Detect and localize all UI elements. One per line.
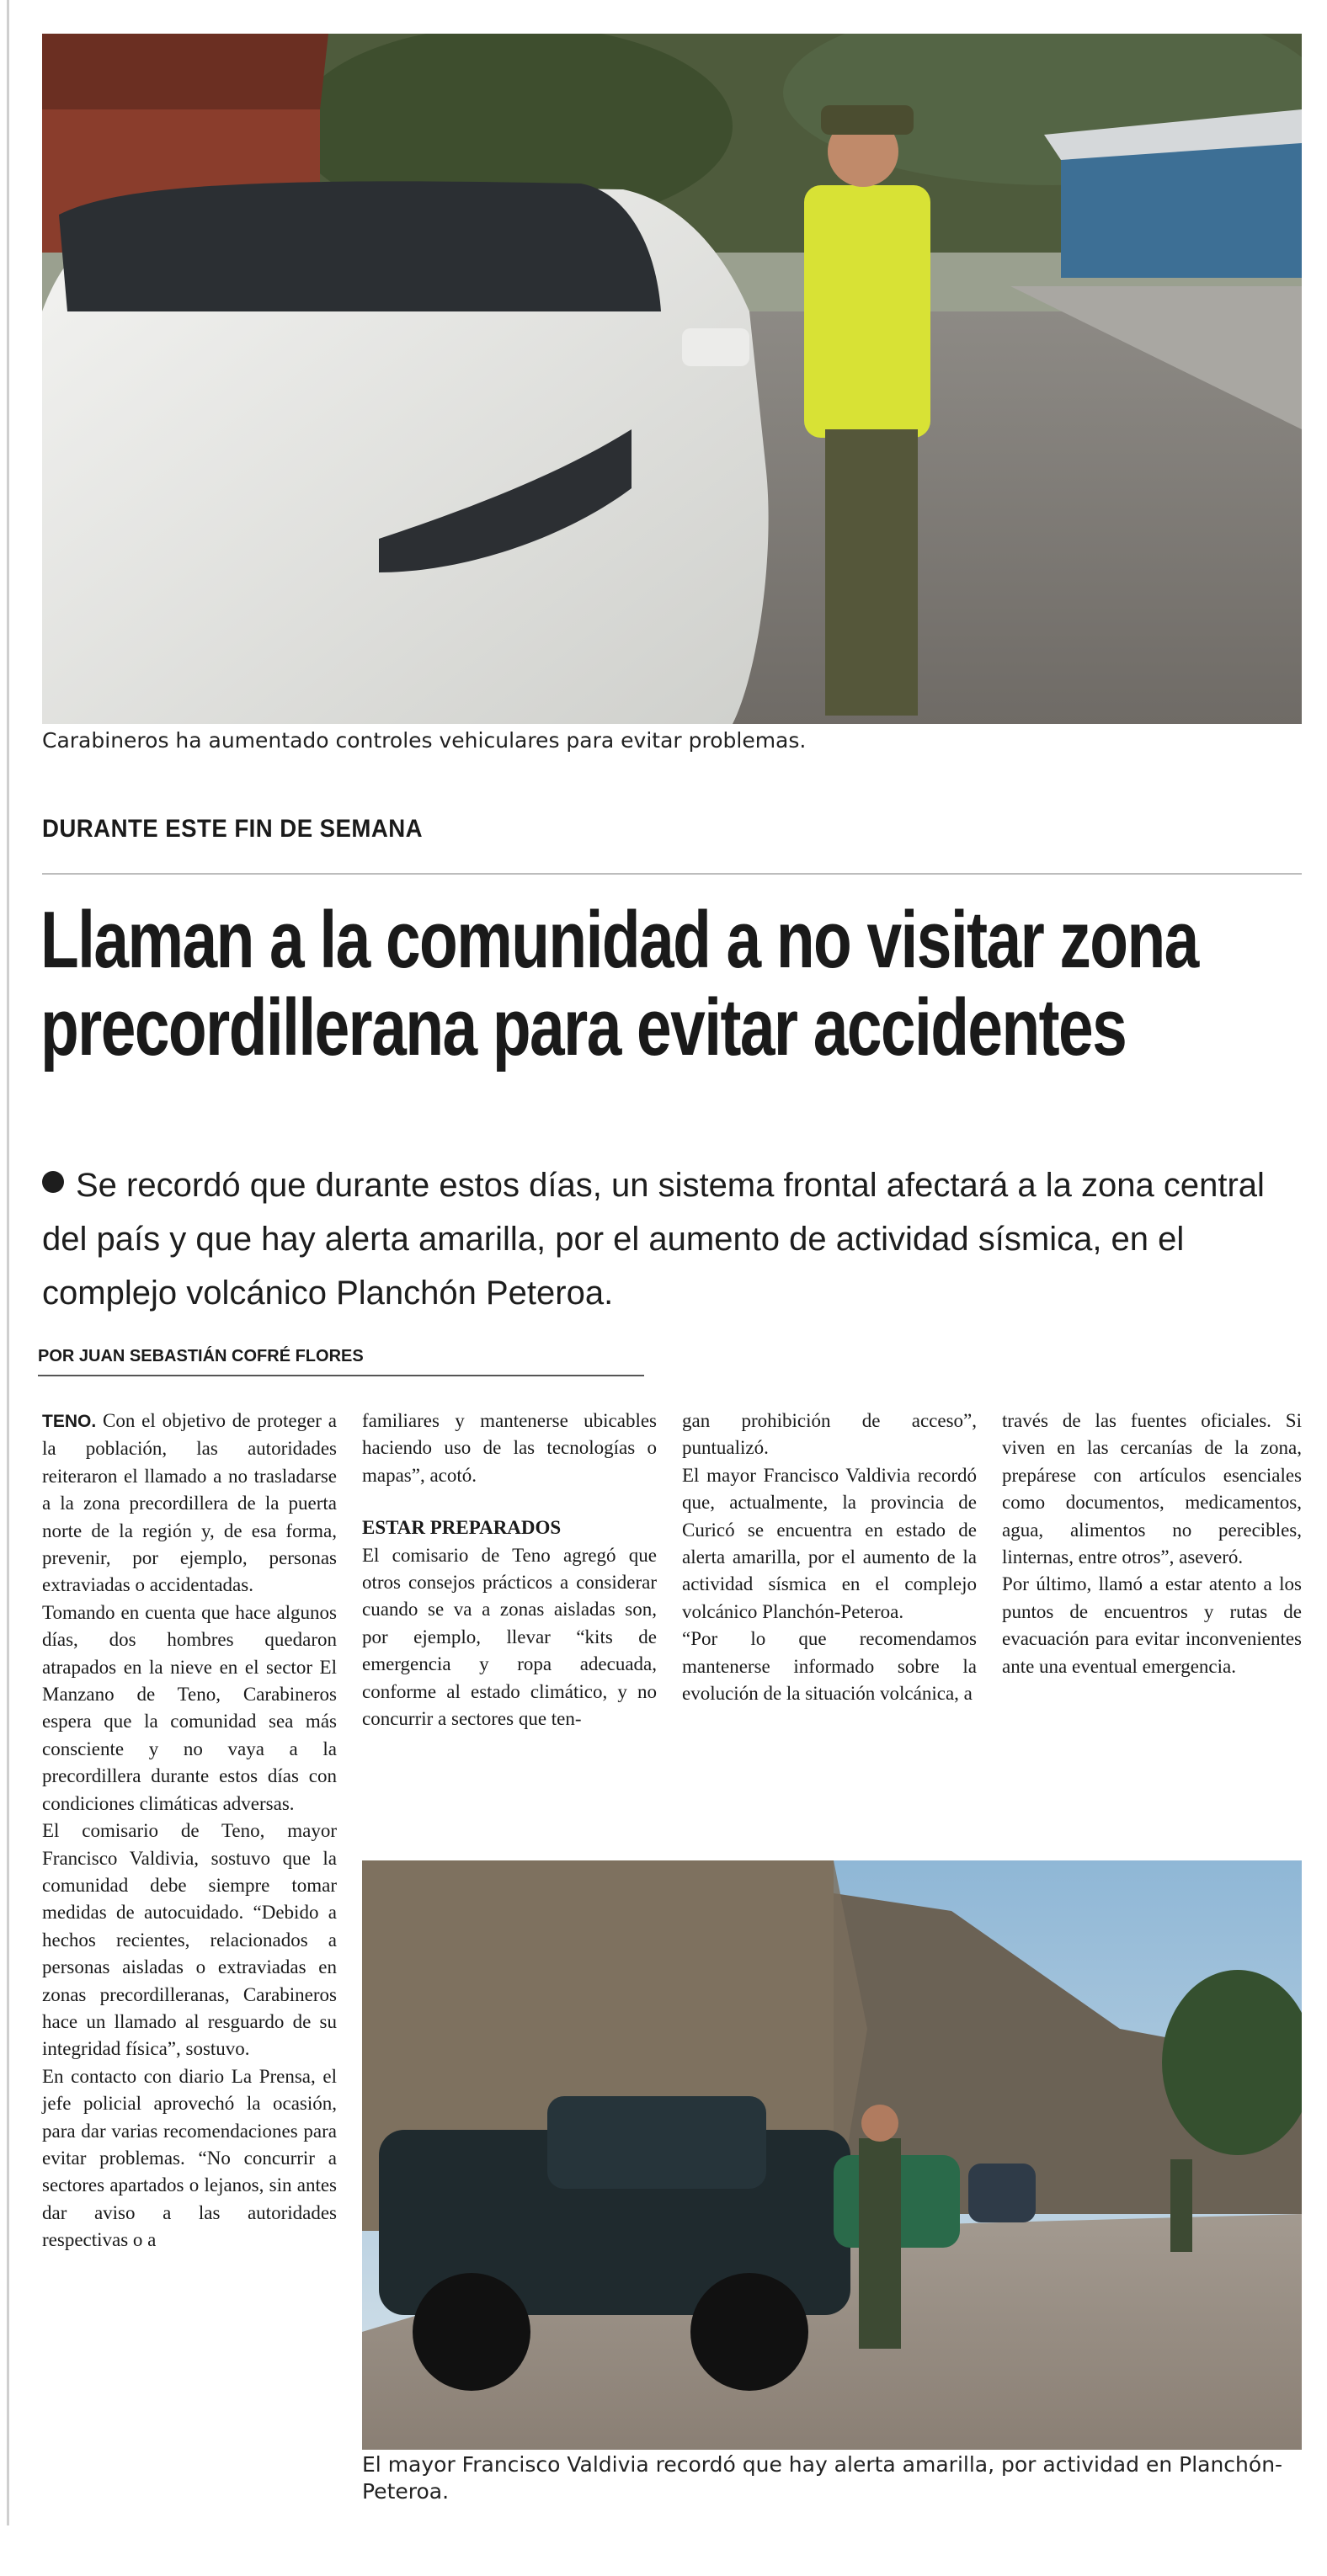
byline: POR JUAN SEBASTIÁN COFRÉ FLORES [38,1347,364,1365]
kicker: DURANTE ESTE FIN DE SEMANA [42,815,424,843]
top-photo [42,34,1302,724]
paragraph: familiares y mantenerse ubicables haciendo uso de las tecnologías o mapas”, acotó. [362,1410,657,1486]
dateline: TENO. [42,1412,97,1431]
article-column-4 [1002,1408,1302,1680]
bottom-photo [362,1860,1302,2450]
paragraph: gan prohibición de acceso”, puntualizó. [682,1410,977,1459]
top-photo-caption: Carabineros ha aumentado controles vehiculares para evitar problemas. [42,728,807,753]
paragraph: TENO. Con el objetivo de proteger a la población, las autoridades reiteraron el llamado a no trasladarse a la zona precordillera de la puerta norte de la región y, de esa forma, prevenir, por ejemplo, personas extraviadas o accidentadas. [42,1410,337,1596]
paragraph: El comisario de Teno agregó que otros consejos prácticos a considerar cuando se va a zonas aisladas son, por ejemplo, llevar “kits de emergencia y ropa adecuada, conforme al estado climático, y no concurrir a sectores que ten- [362,1544,657,1730]
subheading: ESTAR PREPARADOS [362,1517,562,1539]
headline [40,895,1198,1072]
bullet-icon [42,1171,64,1193]
headline-line-1: Llaman a la comunidad a no visitar zona [40,895,1198,985]
paragraph: El mayor Francisco Valdivia recordó que, actualmente, la provincia de Curicó se encuentra en estado de alerta amarilla, por el aumento de la actividad sísmica en el complejo volcánico Planchón-Peteroa. [682,1464,977,1622]
bottom-photo-caption: El mayor Francisco Valdivia recordó que hay alerta amarilla, por actividad en Planchón-Peteroa. [362,2452,1283,2504]
lede [42,1158,1305,1320]
article-column-1 [42,1408,337,2254]
paragraph: En contacto con diario La Prensa, el jefe policial aprovechó la ocasión, para dar varias recomendaciones para evitar problemas. “No concurrir a sectores apartados o lejanos, sin antes dar aviso a las autoridades respectivas o a [42,2065,337,2251]
paragraph: Tomando en cuenta que hace algunos días, dos hombres quedaron atrapados en la nieve en el sector El Manzano de Teno, Carabineros espera que la comunidad sea más consciente y no vaya a la precordillera durante estos días con condiciones climáticas adversas. [42,1601,337,1814]
article-column-2 [362,1408,657,1732]
paragraph: través de las fuentes oficiales. Si viven en las cercanías de la zona, prepárese con artículos esenciales como documentos, medicamentos, agua, alimentos no perecibles, linternas, entre otros”, aseveró. [1002,1410,1302,1568]
byline-divider [38,1375,644,1376]
kicker-divider [42,873,1302,875]
paragraph: El comisario de Teno, mayor Francisco Valdivia, sostuvo que la comunidad debe siempre tomar medidas de autocuidado. “Debido a hechos recientes, relacionados a personas aisladas o extraviadas en zonas precordilleranas, Carabineros hace un llamado al resguardo de su integridad física”, sostuvo. [42,1820,337,2060]
headline-line-2: precordillerana para evitar accidentes [40,982,1127,1072]
article-column-3 [682,1408,977,1707]
paragraph: Por último, llamó a estar atento a los puntos de encuentros y rutas de evacuación para evitar inconvenientes ante una eventual emergencia. [1002,1573,1302,1677]
page-edge-rule [7,0,9,2525]
paragraph: “Por lo que recomendamos mantenerse informado sobre la evolución de la situación volcánica, a [682,1628,977,1705]
lede-text: Se recordó que durante estos días, un sistema frontal afectará a la zona central del país y que hay alerta amarilla, por el aumento de actividad sísmica, en el complejo volcánico Planchón Peteroa. [42,1167,1265,1312]
